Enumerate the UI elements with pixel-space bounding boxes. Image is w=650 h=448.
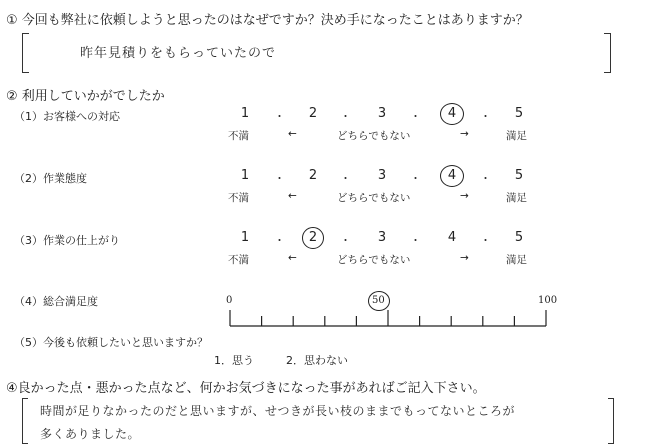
scale-arrow-right: → [460, 128, 469, 140]
option-yes[interactable]: 1．思う [214, 354, 254, 367]
scale-dot: ・ [480, 234, 491, 247]
rating-2-option-5[interactable]: 5 [514, 168, 524, 183]
answer-bracket-left [22, 33, 29, 73]
scale-label-satisfied: 満足 [506, 254, 527, 266]
rating-3-option-5[interactable]: 5 [514, 230, 524, 245]
rating-3-label: （3）作業の仕上がり [14, 234, 120, 247]
comments-title: ④良かった点・悪かった点など、何かお気づきになった事があればご記入下さい。 [6, 381, 486, 396]
rating-3-option-3[interactable]: 3 [377, 230, 387, 245]
rating-1-label: （1）お客様への対応 [14, 110, 120, 123]
scale-label-dissatisfied: 不満 [228, 130, 249, 142]
scale-dot: ・ [340, 110, 351, 123]
scale-dot: ・ [480, 110, 491, 123]
rating-1-option-2[interactable]: 2 [308, 106, 318, 121]
scale-dot: ・ [274, 234, 285, 247]
scale-label-neutral: どちらでもない [337, 254, 411, 266]
scale-label-satisfied: 満足 [506, 130, 527, 142]
selection-circle [302, 227, 324, 249]
selection-circle [440, 165, 464, 187]
rating-2-option-3[interactable]: 3 [377, 168, 387, 183]
scale-dot: ・ [480, 172, 491, 185]
comment-bracket-right [608, 398, 614, 444]
scale-arrow-left: ← [288, 190, 297, 202]
rating-2-option-1[interactable]: 1 [240, 168, 250, 183]
satisfaction-ruler[interactable] [224, 308, 554, 332]
scale-label-dissatisfied: 不満 [228, 192, 249, 204]
scale-dot: ・ [410, 110, 421, 123]
scale-dot: ・ [340, 234, 351, 247]
overall-satisfaction-label: （4）総合満足度 [14, 295, 98, 308]
question-1-title: ① 今回も弊社に依頼しようと思ったのはなぜですか？決め手になったことはありますか？ [6, 13, 529, 28]
option-no[interactable]: 2．思わない [286, 354, 348, 367]
scale-label-satisfied: 満足 [506, 192, 527, 204]
rating-1-option-1[interactable]: 1 [240, 106, 250, 121]
scale-dot: ・ [410, 234, 421, 247]
continue-question-label: （5）今後も依頼したいと思いますか？ [14, 336, 208, 349]
scale-dot: ・ [340, 172, 351, 185]
rating-2-label: （2）作業態度 [14, 172, 87, 185]
rating-2-option-2[interactable]: 2 [308, 168, 318, 183]
rating-3-option-4[interactable]: 4 [447, 230, 457, 245]
comment-line-2: 多くありました。 [40, 427, 141, 441]
rating-1-option-3[interactable]: 3 [377, 106, 387, 121]
scale-mid-label: 50 [372, 295, 385, 306]
selection-circle [440, 103, 464, 125]
rating-1-option-5[interactable]: 5 [514, 106, 524, 121]
scale-label-neutral: どちらでもない [337, 130, 411, 142]
scale-label-neutral: どちらでもない [337, 192, 411, 204]
scale-max-label: 100 [538, 295, 558, 306]
rating-1-option-4[interactable]: 4 [447, 106, 457, 121]
rating-2-option-4[interactable]: 4 [447, 168, 457, 183]
scale-min-label: 0 [226, 295, 233, 306]
rating-3-option-2[interactable]: 2 [308, 230, 318, 245]
comment-bracket-left [22, 398, 28, 444]
answer-bracket-right [604, 33, 611, 73]
scale-arrow-right: → [460, 252, 469, 264]
scale-label-dissatisfied: 不満 [228, 254, 249, 266]
scale-arrow-left: ← [288, 128, 297, 140]
scale-arrow-right: → [460, 190, 469, 202]
question-1-answer: 昨年見積りをもらっていたので [80, 46, 277, 61]
rating-3-option-1[interactable]: 1 [240, 230, 250, 245]
scale-arrow-left: ← [288, 252, 297, 264]
scale-dot: ・ [274, 172, 285, 185]
scale-dot: ・ [274, 110, 285, 123]
scale-dot: ・ [410, 172, 421, 185]
question-2-title: ② 利用していかがでしたか [6, 89, 165, 104]
comment-line-1: 時間が足りなかったのだと思いますが、せつきが長い枝のままでもってないところが [40, 404, 516, 418]
